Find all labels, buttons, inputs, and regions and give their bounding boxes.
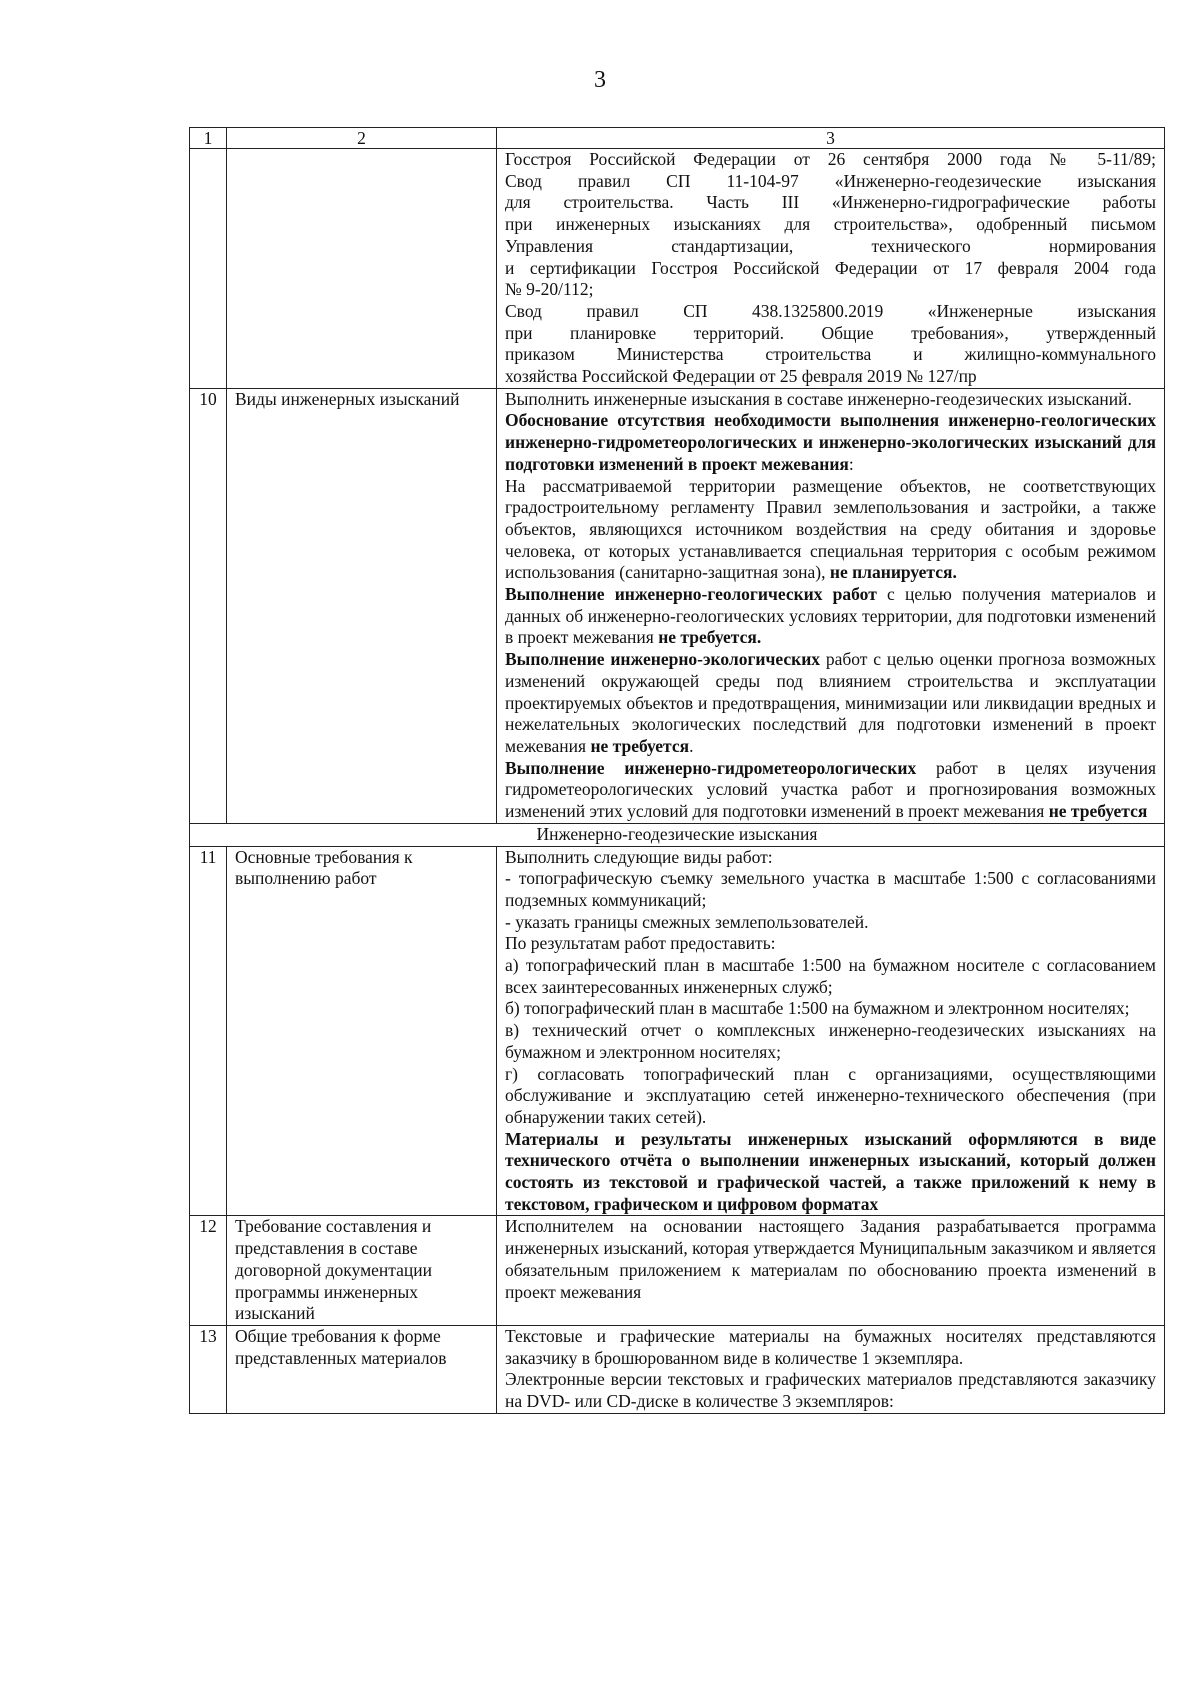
text-line: Свод правил СП 438.1325800.2019 «Инженерные изыскания bbox=[505, 300, 1156, 321]
paragraph: Электронные версии текстовых и графических материалов представляются заказчику на DVD- или CD-диске в количестве 3 экземпляров: bbox=[505, 1369, 1156, 1412]
list-item: б) топографический план в масштабе 1:500 на бумажном и электронном носителях; bbox=[505, 998, 1130, 1019]
list-item: г) согласовать топографический план с организациями, осуществляющими обслуживание и эксплуатацию сетей инженерно-технического обеспечения (при обнаружении таких сетей). bbox=[505, 1063, 1156, 1127]
text-line: приказом Министерства строительства и жилищно-коммунального bbox=[505, 344, 1156, 365]
bold-paragraph: Материалы и результаты инженерных изысканий оформляются в виде технического отчёта о выполнении инженерных изысканий, который должен состоять из текстовой и графической частей, а также приложений к нему в текстовом, графическом и цифровом форматах bbox=[505, 1128, 1156, 1214]
row-number: 12 bbox=[190, 1216, 227, 1326]
paragraph: Выполнение инженерно-геологических работ с целью получения материалов и данных об инженерно-геологических условиях территории, для подготовки изменений в проект межевания не требуется. bbox=[505, 584, 1156, 648]
row-name bbox=[227, 149, 497, 389]
text-line: при инженерных изысканиях для строительства», одобренный письмом bbox=[505, 214, 1156, 235]
text-line: Свод правил СП 11-104-97 «Инженерно-геодезические изыскания bbox=[505, 170, 1156, 191]
row-content bbox=[497, 846, 1165, 1216]
row-content: Исполнителем на основании настоящего Задания разрабатывается программа инженерных изысканий, которая утверждается Муниципальным заказчиком и является обязательным приложением к материалам по обоснованию проекта изменений в проект межевания bbox=[497, 1216, 1165, 1326]
paragraph: Обоснование отсутствия необходимости выполнения инженерно-геологических инженерно-гидрометеорологических и инженерно-экологических изысканий для подготовки изменений в проект межевания: bbox=[505, 410, 1156, 474]
header-col-3: 3 bbox=[497, 128, 1165, 149]
text-line: № 9-20/112; bbox=[505, 279, 594, 300]
row-content bbox=[497, 1325, 1165, 1413]
row-number: 10 bbox=[190, 388, 227, 823]
row-content bbox=[497, 149, 1165, 389]
row-name: Требование составления и представления в составе договорной документации программы инженерных изысканий bbox=[227, 1216, 497, 1326]
list-item: По результатам работ предоставить: bbox=[505, 933, 776, 954]
list-item: а) топографический план в масштабе 1:500 на бумажном носителе с согласованием всех заинтересованных инженерных служб; bbox=[505, 955, 1156, 997]
row-name: Основные требования к выполнению работ bbox=[227, 846, 497, 1216]
section-title-row bbox=[190, 823, 1165, 846]
section-title: Инженерно-геодезические изыскания bbox=[190, 823, 1165, 846]
header-col-2: 2 bbox=[227, 128, 497, 149]
text-line: для строительства. Часть III «Инженерно-гидрографические работы bbox=[505, 192, 1156, 213]
list-item: - указать границы смежных землепользователей. bbox=[505, 911, 869, 932]
table-row-11 bbox=[190, 846, 1165, 1216]
row-number bbox=[190, 149, 227, 389]
paragraph: Выполнение инженерно-экологических работ с целью оценки прогноза возможных изменений окружающей среды под влиянием строительства и эксплуатации проектируемых объектов и предотвращения, минимизации или ликвидации вредных и нежелательных экологических последствий для подготовки изменений в проект межевания не требуется. bbox=[505, 649, 1157, 756]
row-name: Виды инженерных изысканий bbox=[227, 388, 497, 823]
row-name: Общие требования к форме представленных материалов bbox=[227, 1325, 497, 1413]
list-item: в) технический отчет о комплексных инженерно-геодезических изысканиях на бумажном и электронном носителях; bbox=[505, 1020, 1156, 1062]
table-header-row bbox=[190, 128, 1165, 149]
page-number: 3 bbox=[594, 67, 606, 93]
list-item: Выполнить следующие виды работ: bbox=[505, 846, 773, 867]
row-content bbox=[497, 388, 1165, 823]
text-line: Управления стандартизации, технического нормирования bbox=[505, 235, 1156, 256]
paragraph: На рассматриваемой территории размещение объектов, не соответствующих градостроительному регламенту Правил землепользования и застройки, а также объектов, являющихся источником воздействия на среду обитания и здоровье человека, от которых устанавливается специальная территория с особым режимом использования (санитарно-защитная зона), не планируется. bbox=[505, 475, 1156, 583]
paragraph: Выполнение инженерно-гидрометеорологических работ в целях изучения гидрометеорологических условий участка работ и прогнозирования возможных изменений этих условий для подготовки изменений в проект межевания не требуется bbox=[505, 757, 1156, 822]
text-line: и сертификации Госстроя Российской Федерации от 17 февраля 2004 года bbox=[505, 257, 1156, 278]
row-number: 11 bbox=[190, 846, 227, 1216]
list-item: - топографическую съемку земельного участка в масштабе 1:500 с согласованиями подземных коммуникаций; bbox=[505, 868, 1156, 910]
paragraph: Текстовые и графические материалы на бумажных носителях представляются заказчику в брошюрованном виде в количестве 1 экземпляра. bbox=[505, 1325, 1156, 1368]
text-line: Госстроя Российской Федерации от 26 сентября 2000 года № 5-11/89; bbox=[505, 149, 1156, 169]
requirements-table bbox=[189, 127, 1165, 1414]
table-row-12 bbox=[190, 1216, 1165, 1326]
text-line: при планировке территорий. Общие требования», утвержденный bbox=[505, 322, 1156, 343]
table-row-10 bbox=[190, 388, 1165, 823]
text-line: хозяйства Российской Федерации от 25 февраля 2019 № 127/пр bbox=[505, 366, 977, 387]
header-col-1: 1 bbox=[190, 128, 227, 149]
table-row-continued bbox=[190, 149, 1165, 389]
table-row-13 bbox=[190, 1325, 1165, 1413]
row-number: 13 bbox=[190, 1325, 227, 1413]
paragraph: Выполнить инженерные изыскания в составе инженерно-геодезических изысканий. bbox=[505, 388, 1132, 409]
